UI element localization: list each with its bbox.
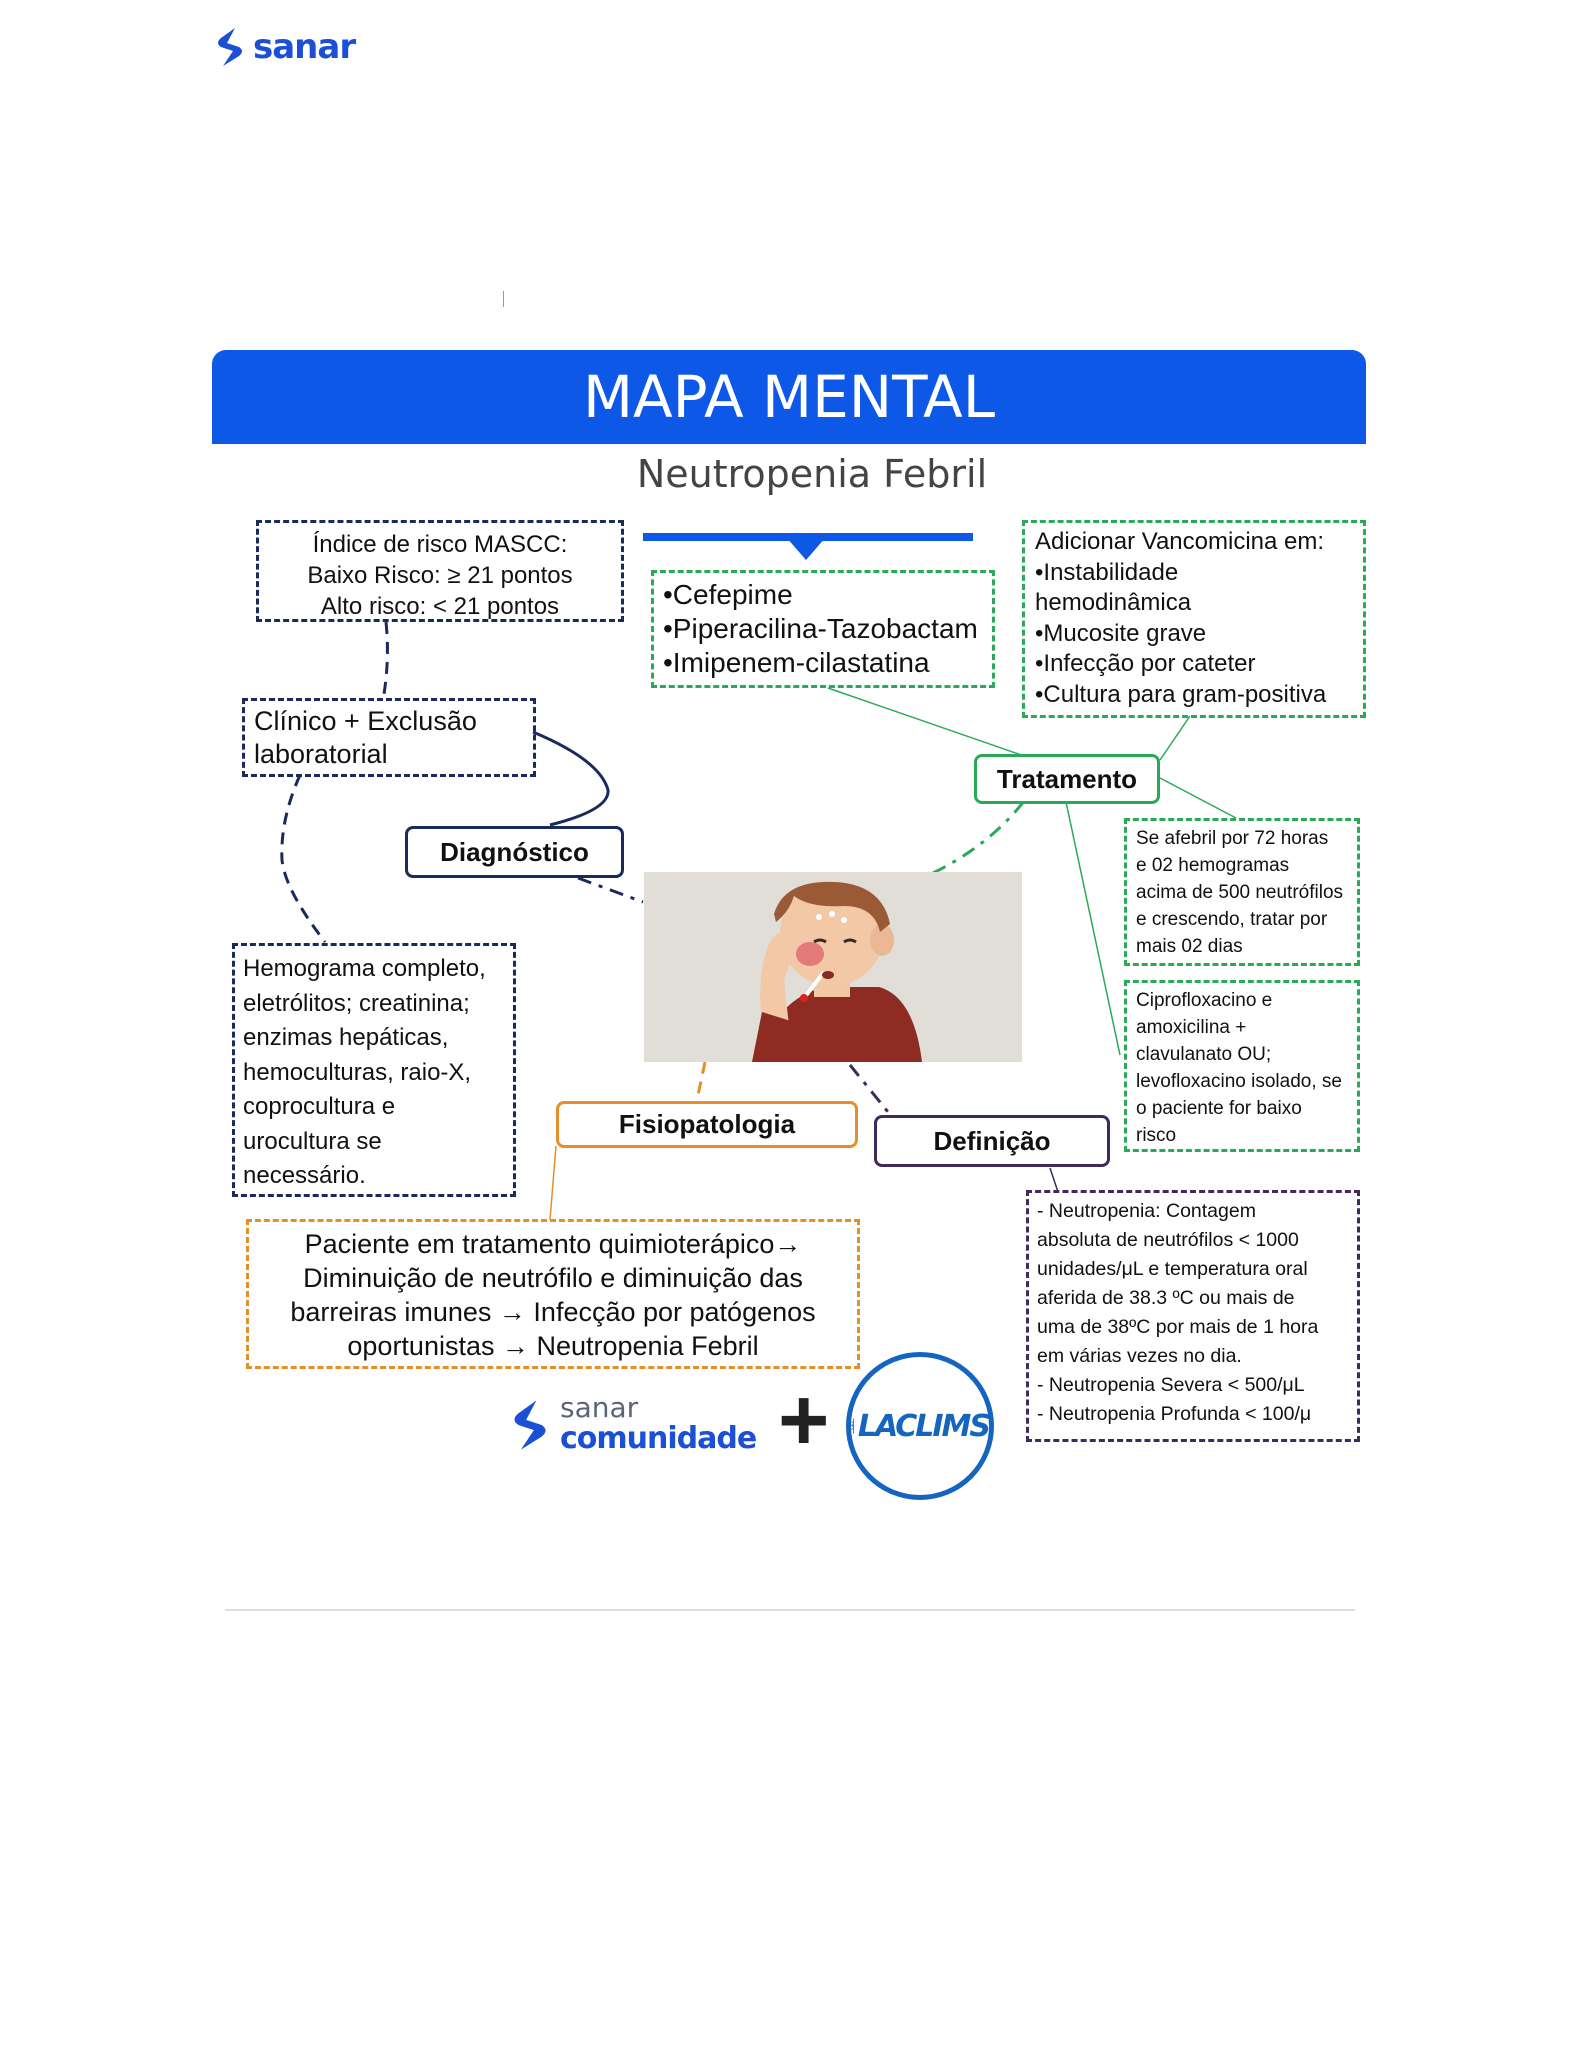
plus-sign: + — [778, 1370, 830, 1469]
sanar-s-icon — [508, 1394, 552, 1456]
connector-clinico-diagnostico — [533, 732, 608, 825]
exames-line: hemoculturas, raio-X, — [243, 1058, 472, 1086]
vancomicina-line: •Mucosite grave — [1035, 619, 1207, 647]
sweat-drop — [816, 914, 822, 920]
antibioticos-box — [651, 570, 995, 688]
mascc-box — [256, 520, 624, 622]
vancomicina-line: •Infecção por cateter — [1035, 650, 1256, 677]
nose — [796, 942, 824, 966]
cipro-line: clavulanato OU; — [1136, 1044, 1272, 1065]
vancomicina-line: Adicionar Vancomicina em: — [1035, 528, 1325, 555]
mascc-line: Alto risco: < 21 pontos — [320, 593, 560, 620]
connector-clinico-exames — [282, 775, 325, 942]
vancomicina-line: hemodinâmica — [1035, 589, 1192, 616]
exames-box — [232, 943, 516, 1197]
connector-tratamento-cipro — [1066, 802, 1120, 1055]
afebril-line: e 02 hemogramas — [1136, 855, 1290, 876]
connector-fisiopatologia-box — [550, 1146, 556, 1220]
laclims-text: LACLIMS — [857, 1408, 989, 1444]
exames-line: urocultura se — [243, 1127, 382, 1155]
clinico-line: Clínico + Exclusão — [254, 706, 477, 736]
clinico-box — [242, 698, 536, 777]
definicao-line: - Neutropenia: Contagem — [1037, 1200, 1256, 1222]
antibiotico-item: •Piperacilina-Tazobactam — [663, 613, 978, 644]
exames-line: eletrólitos; creatinina; — [243, 989, 470, 1017]
sick-man-fever-illustration — [644, 872, 1022, 1062]
definicao-line: aferida de 38.3 ºC ou mais de — [1037, 1287, 1295, 1309]
caduceus-seal-icon — [851, 1396, 856, 1456]
connector-tratamento-antibioticos — [828, 688, 1030, 758]
sanar-comunidade-logo[interactable] — [508, 1391, 757, 1456]
node-definicao[interactable]: Definição — [874, 1115, 1110, 1167]
vancomicina-box — [1022, 520, 1366, 718]
exames-line: coprocultura e — [243, 1093, 396, 1120]
connector-diagnostico-image — [578, 878, 643, 902]
connector-mascc-clinico — [383, 622, 387, 700]
comunidade-line: comunidade — [560, 1421, 757, 1456]
afebril-line: e crescendo, tratar por — [1136, 909, 1328, 930]
cipro-line: amoxicilina + — [1136, 1017, 1247, 1038]
fisiopatologia-box — [246, 1219, 860, 1369]
exames-line: necessário. — [243, 1162, 366, 1189]
definicao-line: uma de 38ºC por mais de 1 hora — [1037, 1316, 1319, 1338]
fisiopatologia-line: barreiras imunes → Infecção por patógenos — [290, 1297, 816, 1327]
connector-definicao-box — [1050, 1168, 1058, 1192]
connector-image-tratamento — [933, 800, 1025, 873]
exames-line: Hemograma completo, — [243, 955, 486, 982]
map-subtitle: Neutropenia Febril — [636, 452, 988, 496]
afebril-line: Se afebril por 72 horas — [1136, 828, 1329, 849]
connector-tratamento-afebril — [1160, 778, 1236, 818]
thermometer-bulb — [800, 994, 808, 1002]
vancomicina-line: •Cultura para gram-positiva — [1035, 680, 1327, 708]
banner-title: MAPA MENTAL — [582, 363, 996, 431]
mascc-line: Baixo Risco: ≥ 21 pontos — [307, 562, 573, 589]
cipro-line: risco — [1136, 1125, 1177, 1146]
sweat-drop — [841, 917, 847, 923]
sanar-line: sanar — [560, 1391, 639, 1424]
definicao-line: unidades/μL e temperatura oral — [1037, 1258, 1308, 1280]
definicao-line: em várias vezes no dia. — [1037, 1345, 1242, 1367]
cipro-line: levofloxacino isolado, se — [1136, 1071, 1342, 1092]
mouth — [822, 971, 834, 979]
node-tratamento[interactable]: Tratamento — [974, 754, 1160, 804]
definicao-box — [1026, 1190, 1360, 1442]
node-diagnostico[interactable]: Diagnóstico — [405, 826, 624, 878]
node-fisiopatologia[interactable]: Fisiopatologia — [556, 1101, 858, 1148]
connector-tratamento-vancomicina — [1160, 716, 1190, 760]
vancomicina-line: •Instabilidade — [1035, 558, 1179, 586]
sweat-drop — [829, 911, 835, 917]
clinico-line: laboratorial — [254, 739, 388, 769]
fisiopatologia-line: Paciente em tratamento quimioterápico→ — [304, 1229, 802, 1259]
afebril-box — [1124, 818, 1360, 966]
definicao-line: absoluta de neutrófilos < 1000 — [1037, 1229, 1299, 1251]
definicao-line: - Neutropenia Severa < 500/μL — [1037, 1374, 1305, 1396]
brand-name: sanar — [253, 27, 356, 67]
definicao-line: - Neutropenia Profunda < 100/μ — [1037, 1403, 1312, 1425]
laclims-logo[interactable] — [846, 1352, 994, 1500]
cipro-line: o paciente for baixo — [1136, 1098, 1302, 1119]
mascc-line: Índice de risco MASCC: — [312, 531, 568, 558]
afebril-line: mais 02 dias — [1136, 936, 1243, 957]
subtitle-chevron — [786, 537, 826, 560]
fisiopatologia-line: oportunistas → Neutropenia Febril — [347, 1331, 759, 1361]
fisiopatologia-line: Diminuição de neutrófilo e diminuição das — [303, 1263, 803, 1293]
afebril-line: acima de 500 neutrófilos — [1136, 882, 1344, 903]
cipro-line: Ciprofloxacino e — [1136, 990, 1273, 1011]
footer-divider — [225, 1609, 1355, 1611]
antibiotico-item: •Cefepime — [663, 579, 793, 610]
cipro-box — [1124, 980, 1360, 1152]
connector-image-fisiopatologia — [697, 1062, 705, 1100]
antibiotico-item: •Imipenem-cilastatina — [663, 647, 930, 678]
exames-line: enzimas hepáticas, — [243, 1024, 449, 1051]
